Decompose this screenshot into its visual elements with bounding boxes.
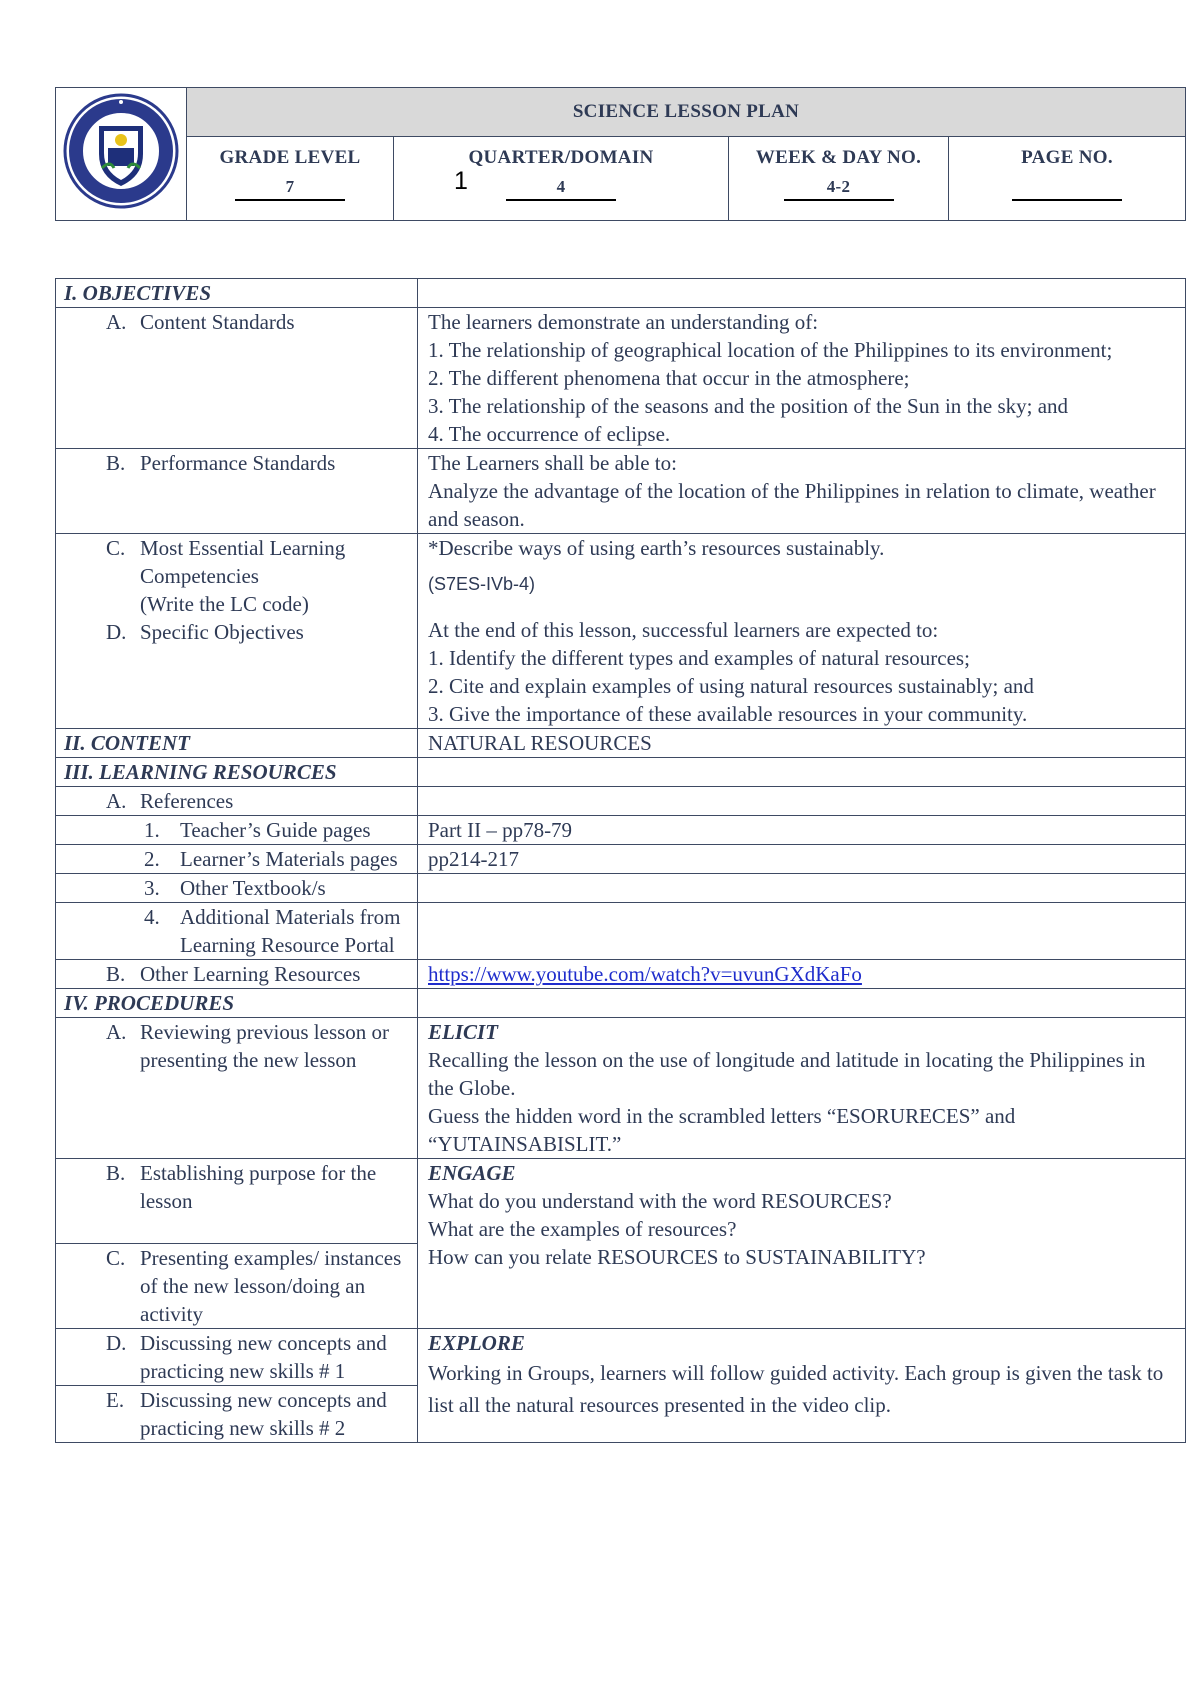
- page-no-label: PAGE NO.: [1021, 147, 1113, 168]
- table-row: [56, 534, 1186, 729]
- melc-text: *Describe ways of using earth’s resources sustainably. (S7ES-IVb-4) At the end of this lesson, successful learners are expected to: 1. Identify the different types and examples of natural resources; 2. Cite and explain examples of using natural resources sustainably; and 3. Give the importance of these available resources in your community.: [418, 534, 1186, 729]
- quarter-domain-label: QUARTER/DOMAIN: [468, 147, 654, 168]
- table-row: 2. Learner’s Materials pages pp214-217: [56, 845, 1186, 874]
- content-standards-label: Content Standards: [140, 310, 295, 334]
- grade-level-value: 7: [235, 175, 345, 201]
- table-row: E. Discussing new concepts and practicing new skills # 2: [56, 1386, 1186, 1443]
- lc-code: (S7ES-IVb-4): [428, 574, 536, 594]
- engage-phase: ENGAGE: [428, 1161, 516, 1185]
- empty-cell: [418, 989, 1186, 1018]
- deped-seal-cell: [56, 88, 187, 221]
- table-row: [56, 279, 1186, 308]
- learning-resources-heading: III. LEARNING RESOURCES: [56, 758, 418, 787]
- table-row: [56, 758, 1186, 787]
- melc-label: Most Essential Learning Competencies: [140, 536, 346, 588]
- row-marker: B.: [106, 451, 126, 475]
- lc-code-label: (Write the LC code): [140, 592, 309, 616]
- elicit-text: ELICIT Recalling the lesson on the use of longitude and latitude in locating the Philippines in the Globe. Guess the hidden word in the scrambled letters “ESORURECES” and “YUTAINSABISLIT.”: [418, 1018, 1186, 1159]
- table-row: C. Presenting examples/ instances of the new lesson/doing an activity: [56, 1244, 1186, 1329]
- empty-cell: [418, 279, 1186, 308]
- specific-objectives-label: Specific Objectives: [140, 620, 304, 644]
- performance-standards-text: The Learners shall be able to: Analyze the advantage of the location of the Philippines in relation to climate, weather and season.: [418, 449, 1186, 534]
- youtube-link[interactable]: https://www.youtube.com/watch?v=uvunGXdKaFo: [428, 962, 862, 986]
- objectives-heading: I. OBJECTIVES: [56, 279, 418, 308]
- additional-materials-value: [418, 903, 1186, 960]
- learners-materials-label: Learner’s Materials pages: [180, 847, 398, 871]
- grade-level-cell: [187, 137, 394, 221]
- table-row: 3. Other Textbook/s: [56, 874, 1186, 903]
- row-marker: C.: [106, 536, 126, 560]
- additional-materials-label: Additional Materials from Learning Resource Portal: [180, 905, 401, 957]
- table-row: 1. Teacher’s Guide pages Part II – pp78-79: [56, 816, 1186, 845]
- table-row: [56, 989, 1186, 1018]
- deped-seal-icon: [62, 92, 180, 210]
- lesson-plan-header: [55, 87, 1186, 221]
- procedures-heading: IV. PROCEDURES: [56, 989, 418, 1018]
- quarter-number: 1: [454, 167, 469, 195]
- week-day-label: WEEK & DAY NO.: [755, 147, 922, 168]
- table-row: [56, 449, 1186, 534]
- lesson-plan-title: SCIENCE LESSON PLAN: [187, 88, 1186, 137]
- learners-materials-value: pp214-217: [418, 845, 1186, 874]
- explore-text: EXPLORE Working in Groups, learners will follow guided activity. Each group is given the task to list all the natural resources presented in the video clip.: [418, 1329, 1186, 1443]
- grade-level-label: GRADE LEVEL: [219, 147, 361, 168]
- content-heading: II. CONTENT: [56, 729, 418, 758]
- explore-phase: EXPLORE: [428, 1331, 525, 1355]
- table-row: [56, 308, 1186, 449]
- elicit-phase: ELICIT: [428, 1020, 499, 1044]
- content-standards-text: The learners demonstrate an understanding of: 1. The relationship of geographical location of the Philippines to its environment; 2. The different phenomena that occur in the atmosphere; 3. The relationship of the seasons and the position of the Sun in the sky; and 4. The occurrence of eclipse.: [418, 308, 1186, 449]
- lesson-plan-table: [55, 278, 1186, 1443]
- other-textbooks-label: Other Textbook/s: [180, 876, 326, 900]
- other-learning-resources-label: Other Learning Resources: [140, 962, 361, 986]
- page-no-value: [1012, 175, 1122, 201]
- page-no-cell: [949, 137, 1186, 221]
- table-row: B. Establishing purpose for the lesson ENGAGE What do you understand with the word RESOURCES? What are the examples of resources? How can you relate RESOURCES to SUSTAINABILITY?: [56, 1159, 1186, 1244]
- empty-cell: [418, 758, 1186, 787]
- row-marker: D.: [106, 620, 127, 644]
- quarter-domain-value: 4: [506, 175, 616, 201]
- quarter-domain-cell: [394, 137, 729, 221]
- row-marker: A.: [106, 310, 127, 334]
- week-day-value: 4-2: [784, 175, 894, 201]
- table-row: 4. Additional Materials from Learning Resource Portal: [56, 903, 1186, 960]
- references-label: References: [140, 789, 234, 813]
- performance-standards-label: Performance Standards: [140, 451, 336, 475]
- other-textbooks-value: [418, 874, 1186, 903]
- table-row: A. References: [56, 787, 1186, 816]
- presenting-examples-label: Presenting examples/ instances of the new lesson/doing an activity: [140, 1246, 402, 1326]
- reviewing-lesson-label: Reviewing previous lesson or presenting the new lesson: [140, 1020, 390, 1072]
- table-row: A. Reviewing previous lesson or presenting the new lesson ELICIT Recalling the lesson on the use of longitude and latitude in locating the Philippines in the Globe. Guess the hidden word in the scrambled letters “ESORURECES” and “YUTAINSABISLIT.”: [56, 1018, 1186, 1159]
- engage-text: ENGAGE What do you understand with the word RESOURCES? What are the examples of resources? How can you relate RESOURCES to SUSTAINABILITY?: [418, 1159, 1186, 1329]
- table-row: [56, 729, 1186, 758]
- empty-cell: [418, 787, 1186, 816]
- teachers-guide-label: Teacher’s Guide pages: [180, 818, 371, 842]
- discussing-concepts-2-label: Discussing new concepts and practicing new skills # 2: [140, 1388, 387, 1440]
- establishing-purpose-label: Establishing purpose for the lesson: [140, 1161, 377, 1213]
- table-row: B. Other Learning Resources https://www.youtube.com/watch?v=uvunGXdKaFo: [56, 960, 1186, 989]
- discussing-concepts-1-label: Discussing new concepts and practicing new skills # 1: [140, 1331, 387, 1383]
- teachers-guide-value: Part II – pp78-79: [418, 816, 1186, 845]
- week-day-cell: [729, 137, 949, 221]
- table-row: D. Discussing new concepts and practicing new skills # 1 EXPLORE Working in Groups, learners will follow guided activity. Each group is given the task to list all the natural resources presented in the video clip.: [56, 1329, 1186, 1386]
- content-value: NATURAL RESOURCES: [418, 729, 1186, 758]
